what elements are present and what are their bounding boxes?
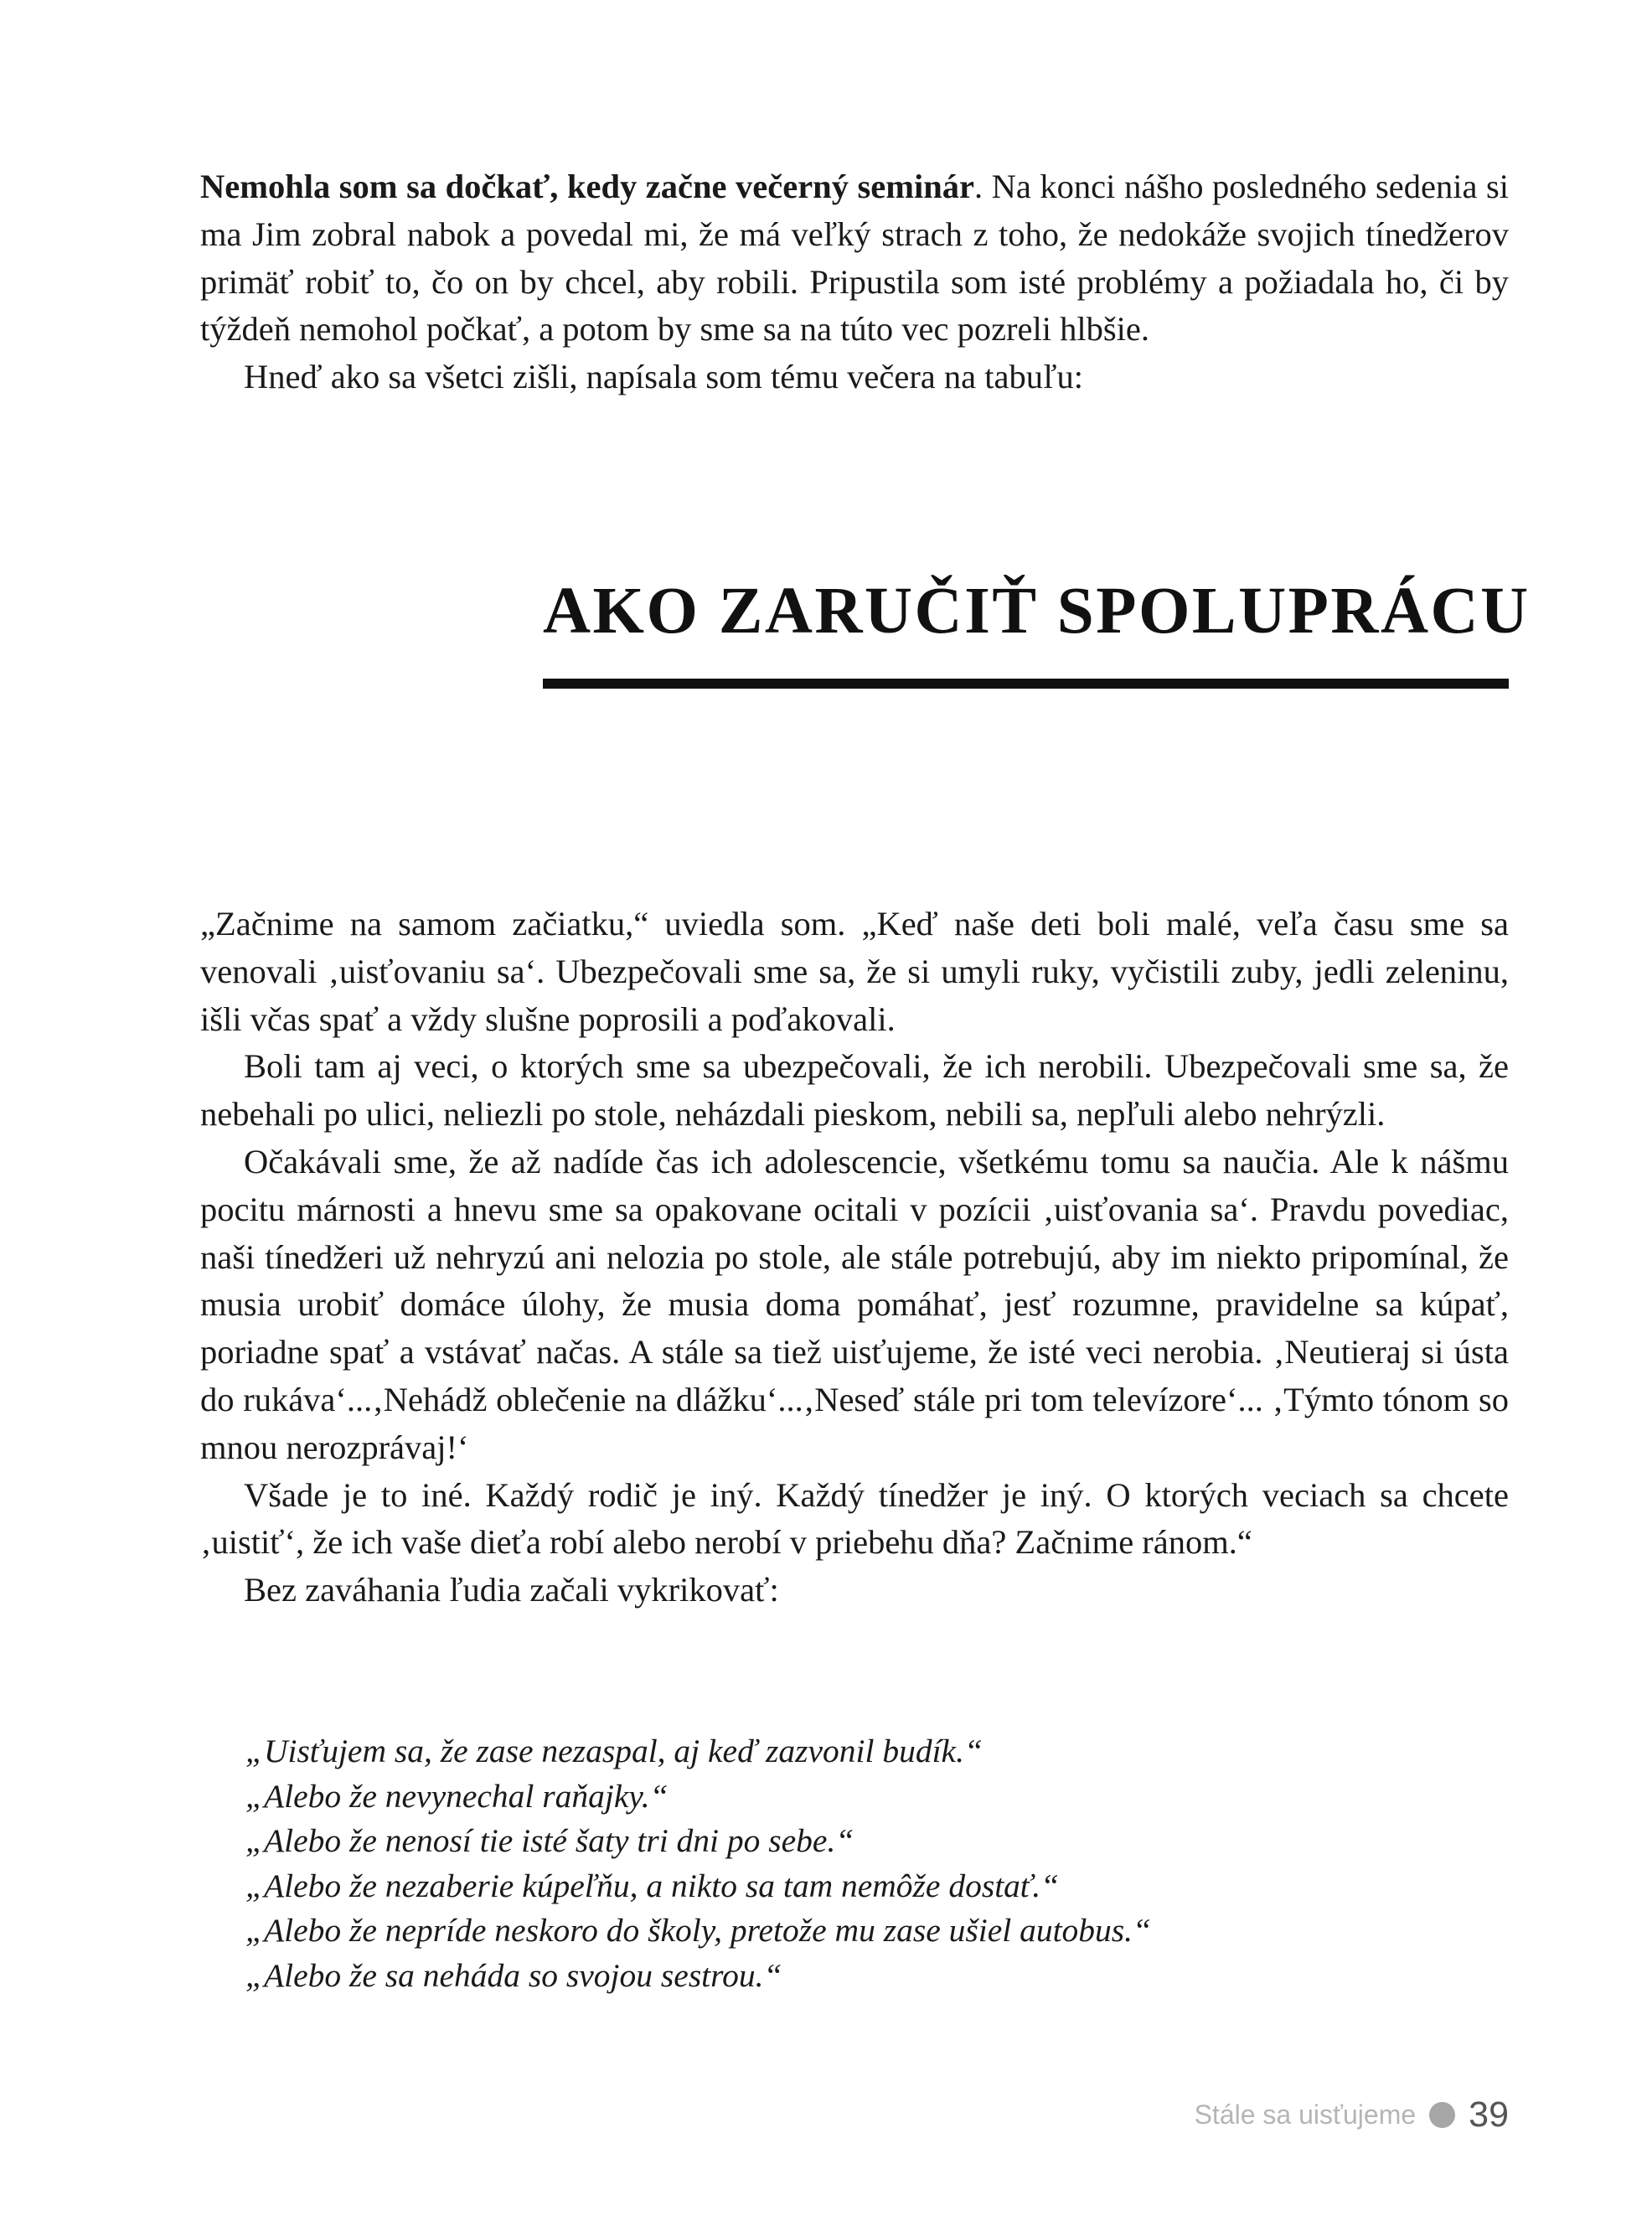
quote-line: „Alebo že nezaberie kúpeľňu, a nikto sa tam nemôže dostať.“: [245, 1867, 1060, 1904]
quote-line: „Alebo že nevynechal raňajky.“: [245, 1777, 669, 1815]
quote-line: „Uisťujem sa, že zase nezaspal, aj keď zazvonil budík.“: [245, 1733, 983, 1769]
quote-line: „Alebo že nepríde neskoro do školy, pretože mu zase ušiel autobus.“: [245, 1912, 1152, 1949]
quotes-list: [245, 1729, 1502, 1998]
intro-lead-rest: . Na konci nášho posledného sedenia si ma Jim zobral nabok a povedal mi, že má veľký strach z toho, že nedokáže svojich tínedžerov primäť robiť to, čo on by chcel, aby robili. Pripustila som isté problémy a požiadala ho, či by týždeň nemohol počkať, a potom by sme sa na túto vec pozreli hlbšie.: [200, 168, 1510, 349]
intro-section: [200, 163, 1509, 401]
page-footer: [1195, 2094, 1509, 2136]
body-section: [200, 901, 1509, 1614]
body-paragraph-2: Boli tam aj veci, o ktorých sme sa ubezpečovali, že ich nerobili. Ubezpečovali sme sa, že nebehali po ulici, neliezli po stole, neházdali pieskom, nebili sa, nepľuli alebo nehrýzli.: [200, 1047, 1509, 1134]
heading-underline-rule: [543, 679, 1509, 689]
body-paragraph-4: Všade je to iné. Každý rodič je iný. Každý tínedžer je iný. O ktorých veciach sa chcete ‚uistiť‘, že ich vaše dieťa robí alebo nerobí v priebehu dňa? Začnime ránom.“: [200, 1475, 1509, 1562]
intro-paragraph-2: Hneď ako sa všetci zišli, napísala som tému večera na tabuľu:: [244, 358, 1083, 396]
bullet-dot-icon: [1429, 2102, 1455, 2128]
quote-line: „Alebo že nenosí tie isté šaty tri dni po sebe.“: [245, 1822, 854, 1859]
intro-lead-bold: Nemohla som sa dočkať, kedy začne večerný seminár: [200, 168, 974, 205]
page-number: 39: [1469, 2094, 1509, 2135]
intro-paragraph-1: [200, 163, 1509, 354]
chapter-heading: AKO ZARUČIŤ SPOLUPRÁCU: [543, 575, 1531, 648]
body-paragraph-5: Bez zaváhania ľudia začali vykrikovať:: [244, 1571, 779, 1609]
quote-line: „Alebo že sa nehádа so svojou sestrou.“: [245, 1956, 782, 1994]
running-head: Stále sa uisťujeme: [1194, 2099, 1417, 2130]
body-paragraph-1: „Začnime na samom začiatku,“ uviedla som. „Keď naše deti boli malé, veľa času sme sa venovali ‚uisťovaniu sa‘. Ubezpečovali sme sa, že si umyli ruky, vyčistili zuby, jedli zeleninu, išli včas spať a vždy slušne poprosili a poďakovali.: [200, 905, 1509, 1038]
body-paragraph-3: Očakávali sme, že až nadíde čas ich adolescencie, všetkému tomu sa naučia. Ale k nášmu pocitu márnosti a hnevu sme sa opakovane ocitali v pozícii ‚uisťovania sa‘. Pravdu povediac, naši tínedžeri už nehryzú ani nelozia po stole, ale stále potrebujú, aby im niekto pripomínal, že musia urobiť domáce úlohy, že musia doma pomáhať, jesť rozumne, pravidelne sa kúpať, poriadne spať a vstávať načas. A stále sa tiež uisťujeme, že isté veci nerobia. ‚Neutieraj si ústa do rukáva‘...‚Nehádž oblečenie na dlážku‘...‚Neseď stále pri tom televízore‘... ‚Týmto tónom so mnou nerozprávaj!‘: [200, 1142, 1509, 1466]
